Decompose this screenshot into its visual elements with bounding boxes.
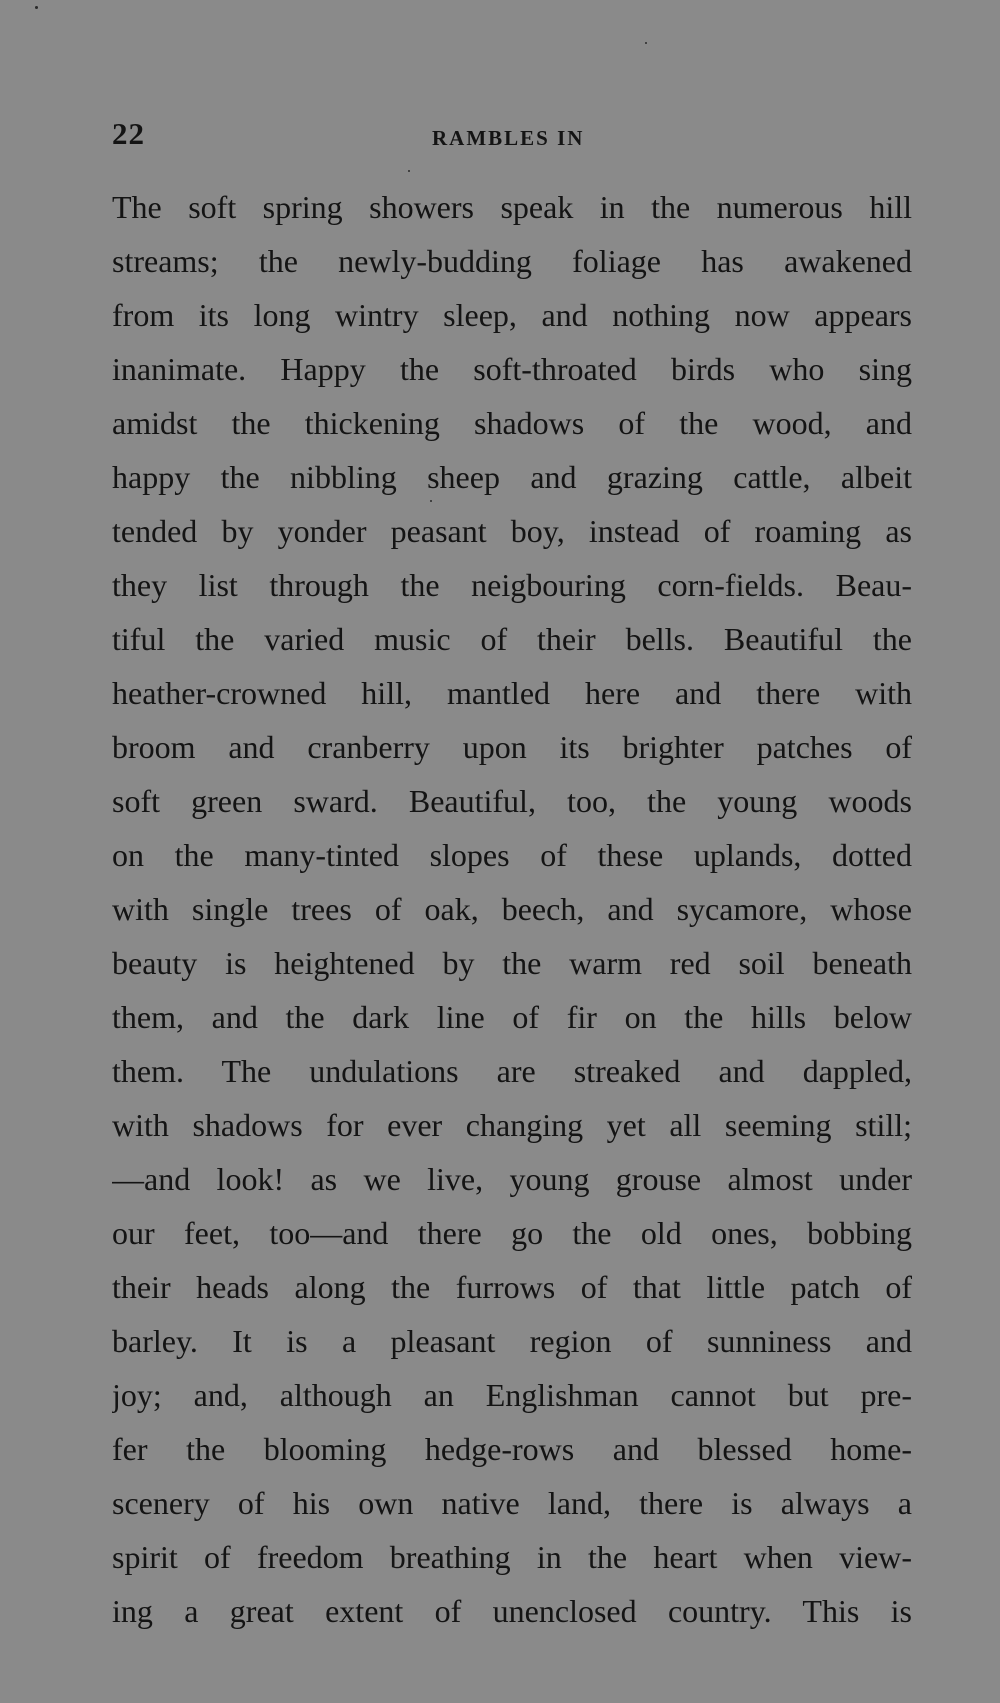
text-line: inanimate. Happy the soft-throated birds who sing: [112, 351, 912, 387]
text-line: with single trees of oak, beech, and sycamore, whose: [112, 891, 912, 927]
text-line: they list through the neigbouring corn-fields. Beau-: [112, 567, 912, 603]
text-line: streams; the newly-budding foliage has awakened: [112, 243, 912, 279]
print-speck: [408, 170, 410, 172]
print-speck: [35, 6, 38, 9]
text-line: broom and cranberry upon its brighter patches of: [112, 729, 912, 765]
text-line: them. The undulations are streaked and dappled,: [112, 1053, 912, 1089]
print-speck: [430, 500, 432, 502]
text-line: with shadows for ever changing yet all seeming still;: [112, 1107, 912, 1143]
text-line: fer the blooming hedge-rows and blessed home-: [112, 1431, 912, 1467]
text-line: our feet, too—and there go the old ones, bobbing: [112, 1215, 912, 1251]
print-speck: [645, 42, 647, 44]
text-line: —and look! as we live, young grouse almost under: [112, 1161, 912, 1197]
text-line: them, and the dark line of fir on the hills below: [112, 999, 912, 1035]
text-line: ing a great extent of unenclosed country. This is: [112, 1593, 912, 1629]
text-line: happy the nibbling sheep and grazing cattle, albeit: [112, 459, 912, 495]
text-line: barley. It is a pleasant region of sunniness and: [112, 1323, 912, 1359]
text-line: The soft spring showers speak in the numerous hill: [112, 189, 912, 225]
text-line: heather-crowned hill, mantled here and there with: [112, 675, 912, 711]
text-line: beauty is heightened by the warm red soil beneath: [112, 945, 912, 981]
text-line: their heads along the furrows of that little patch of: [112, 1269, 912, 1305]
page-number: 22: [112, 116, 145, 151]
text-line: tiful the varied music of their bells. Beautiful the: [112, 621, 912, 657]
page-header: [112, 110, 912, 160]
text-line: amidst the thickening shadows of the wood, and: [112, 405, 912, 441]
body-text: [112, 180, 912, 1638]
text-line: scenery of his own native land, there is always a: [112, 1485, 912, 1521]
text-line: joy; and, although an Englishman cannot but pre-: [112, 1377, 912, 1413]
text-line: tended by yonder peasant boy, instead of roaming as: [112, 513, 912, 549]
text-line: from its long wintry sleep, and nothing now appears: [112, 297, 912, 333]
text-line: soft green sward. Beautiful, too, the young woods: [112, 783, 912, 819]
running-head: RAMBLES IN: [432, 126, 585, 150]
text-line: on the many-tinted slopes of these uplands, dotted: [112, 837, 912, 873]
text-line: spirit of freedom breathing in the heart when view-: [112, 1539, 912, 1575]
